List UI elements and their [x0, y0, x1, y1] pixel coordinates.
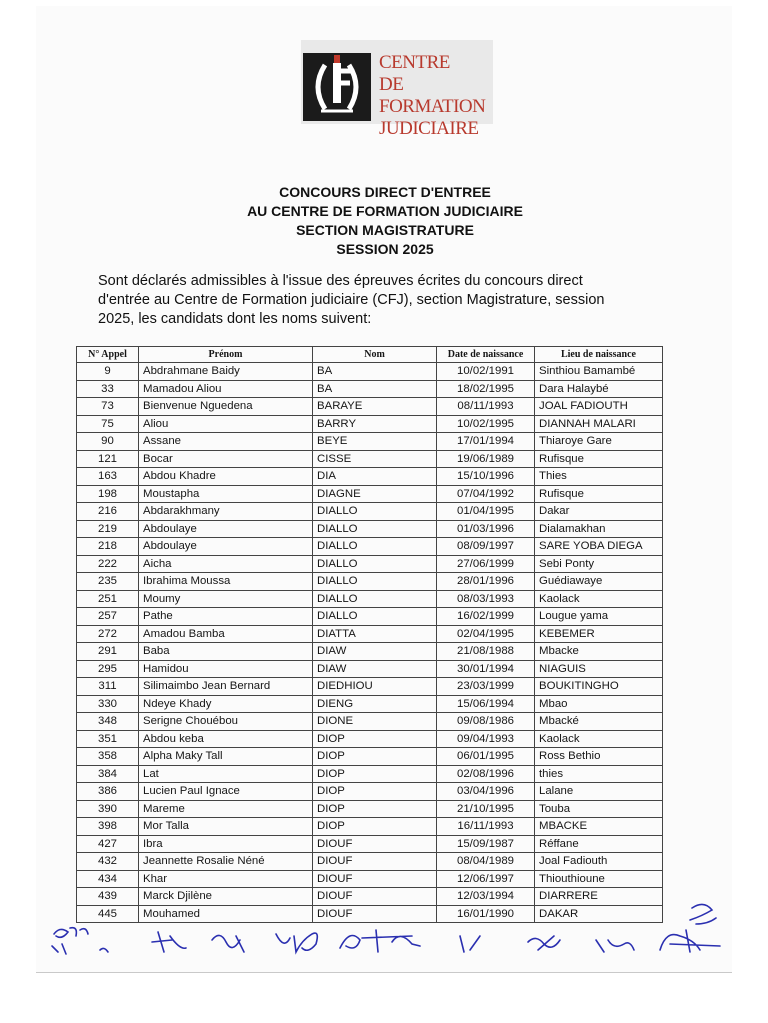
cell-prenom: Lat [139, 765, 313, 783]
cell-nom: DIALLO [313, 520, 437, 538]
cell-prenom: Bocar [139, 450, 313, 468]
logo-line-3: JUDICIAIRE [379, 118, 479, 139]
cell-lieu: Rufisque [535, 485, 663, 503]
table-row [77, 415, 663, 433]
cell-prenom: Mouhamed [139, 905, 313, 923]
cell-appel: 198 [77, 485, 139, 503]
cell-appel: 218 [77, 538, 139, 556]
cell-dob: 03/04/1996 [437, 783, 535, 801]
intro-line-1: Sont déclarés admissibles à l'issue des épreuves écrites du concours direct [98, 273, 583, 289]
cell-nom: BA [313, 380, 437, 398]
table-row [77, 713, 663, 731]
cell-nom: DIOP [313, 818, 437, 836]
cell-dob: 08/11/1993 [437, 398, 535, 416]
cell-appel: 348 [77, 713, 139, 731]
cell-lieu: DIARRERE [535, 888, 663, 906]
cell-lieu: Sinthiou Bamambé [535, 363, 663, 381]
cell-nom: BARAYE [313, 398, 437, 416]
cell-prenom: Abdrahmane Baidy [139, 363, 313, 381]
cell-dob: 16/02/1999 [437, 608, 535, 626]
table-row [77, 818, 663, 836]
cell-appel: 163 [77, 468, 139, 486]
cell-lieu: Kaolack [535, 590, 663, 608]
admissible-candidates-table [76, 346, 663, 923]
cell-prenom: Mor Talla [139, 818, 313, 836]
cell-prenom: Abdoulaye [139, 520, 313, 538]
cell-dob: 10/02/1995 [437, 415, 535, 433]
cell-prenom: Bienvenue Nguedena [139, 398, 313, 416]
table-row [77, 660, 663, 678]
cell-appel: 222 [77, 555, 139, 573]
cell-nom: DIEDHIOU [313, 678, 437, 696]
cell-lieu: NIAGUIS [535, 660, 663, 678]
cell-appel: 272 [77, 625, 139, 643]
title-line-2: AU CENTRE DE FORMATION JUDICIAIRE [247, 203, 523, 219]
cell-dob: 16/01/1990 [437, 905, 535, 923]
table-row [77, 765, 663, 783]
cell-appel: 90 [77, 433, 139, 451]
signatures-initials [40, 900, 730, 970]
cell-lieu: DAKAR [535, 905, 663, 923]
cell-dob: 02/04/1995 [437, 625, 535, 643]
table-header-row [77, 347, 663, 363]
cell-lieu: Lalane [535, 783, 663, 801]
title-line-3: SECTION MAGISTRATURE [296, 222, 474, 238]
cell-dob: 08/04/1989 [437, 853, 535, 871]
cell-dob: 28/01/1996 [437, 573, 535, 591]
cfj-logo [301, 40, 493, 139]
cell-prenom: Ndeye Khady [139, 695, 313, 713]
cell-appel: 235 [77, 573, 139, 591]
cell-dob: 09/08/1986 [437, 713, 535, 731]
table-row [77, 643, 663, 661]
cell-dob: 15/10/1996 [437, 468, 535, 486]
cell-lieu: Kaolack [535, 730, 663, 748]
cell-lieu: Thies [535, 468, 663, 486]
cell-appel: 311 [77, 678, 139, 696]
cell-prenom: Alpha Maky Tall [139, 748, 313, 766]
header-lieu: Lieu de naissance [535, 347, 663, 363]
cell-nom: DIOUF [313, 835, 437, 853]
intro-line-3: 2025, les candidats dont les noms suivent: [98, 311, 372, 327]
cell-appel: 434 [77, 870, 139, 888]
table-row [77, 870, 663, 888]
cell-prenom: Abdoulaye [139, 538, 313, 556]
cell-appel: 9 [77, 363, 139, 381]
cell-dob: 12/06/1997 [437, 870, 535, 888]
cell-nom: DIENG [313, 695, 437, 713]
cell-appel: 251 [77, 590, 139, 608]
cell-lieu: Touba [535, 800, 663, 818]
cell-lieu: Mbacké [535, 713, 663, 731]
cell-lieu: DIANNAH MALARI [535, 415, 663, 433]
table-row [77, 433, 663, 451]
cell-appel: 427 [77, 835, 139, 853]
cell-nom: DIAGNE [313, 485, 437, 503]
cell-nom: DIOUF [313, 905, 437, 923]
cell-nom: CISSE [313, 450, 437, 468]
cell-appel: 330 [77, 695, 139, 713]
cell-prenom: Marck Djilène [139, 888, 313, 906]
cell-nom: DIATTA [313, 625, 437, 643]
cell-lieu: Dialamakhan [535, 520, 663, 538]
cell-appel: 351 [77, 730, 139, 748]
logo-line-2: DE FORMATION [379, 74, 486, 117]
cell-prenom: Pathe [139, 608, 313, 626]
cell-prenom: Serigne Chouébou [139, 713, 313, 731]
cell-lieu: Thiouthioune [535, 870, 663, 888]
cell-dob: 01/04/1995 [437, 503, 535, 521]
cell-lieu: Sebi Ponty [535, 555, 663, 573]
table-row [77, 485, 663, 503]
cell-lieu: Ross Bethio [535, 748, 663, 766]
cell-lieu: SARE YOBA DIEGA [535, 538, 663, 556]
cell-lieu: Rufisque [535, 450, 663, 468]
table-row [77, 695, 663, 713]
header-dob: Date de naissance [437, 347, 535, 363]
cell-dob: 08/09/1997 [437, 538, 535, 556]
logo-line-1: CENTRE [379, 52, 450, 73]
cell-prenom: Lucien Paul Ignace [139, 783, 313, 801]
cell-prenom: Silimaimbo Jean Bernard [139, 678, 313, 696]
cell-appel: 33 [77, 380, 139, 398]
cell-prenom: Moustapha [139, 485, 313, 503]
intro-paragraph [98, 272, 658, 329]
intro-line-2: d'entrée au Centre de Formation judiciaire (CFJ), section Magistrature, session [98, 292, 605, 308]
table-row [77, 520, 663, 538]
cell-dob: 06/01/1995 [437, 748, 535, 766]
cell-nom: DIOP [313, 765, 437, 783]
cell-dob: 15/09/1987 [437, 835, 535, 853]
cell-nom: DIOP [313, 748, 437, 766]
cell-nom: DIOP [313, 783, 437, 801]
cell-nom: DIA [313, 468, 437, 486]
cell-appel: 219 [77, 520, 139, 538]
cell-lieu: Lougue yama [535, 608, 663, 626]
cell-prenom: Assane [139, 433, 313, 451]
cell-appel: 295 [77, 660, 139, 678]
header-nom: Nom [313, 347, 437, 363]
cell-appel: 384 [77, 765, 139, 783]
cell-appel: 121 [77, 450, 139, 468]
cell-dob: 19/06/1989 [437, 450, 535, 468]
cell-prenom: Abdarakhmany [139, 503, 313, 521]
cell-lieu: Dakar [535, 503, 663, 521]
cell-prenom: Abdou keba [139, 730, 313, 748]
cell-lieu: Guédiawaye [535, 573, 663, 591]
cell-nom: BEYE [313, 433, 437, 451]
cell-dob: 10/02/1991 [437, 363, 535, 381]
cell-dob: 18/02/1995 [437, 380, 535, 398]
cell-dob: 02/08/1996 [437, 765, 535, 783]
cell-appel: 291 [77, 643, 139, 661]
table-row [77, 573, 663, 591]
table-row [77, 363, 663, 381]
cell-dob: 23/03/1999 [437, 678, 535, 696]
cell-appel: 445 [77, 905, 139, 923]
table-row [77, 730, 663, 748]
cell-nom: DIAW [313, 660, 437, 678]
cell-appel: 432 [77, 853, 139, 871]
cell-appel: 75 [77, 415, 139, 433]
cell-nom: DIOUF [313, 853, 437, 871]
cell-appel: 386 [77, 783, 139, 801]
table-row [77, 555, 663, 573]
cell-appel: 390 [77, 800, 139, 818]
cell-nom: DIONE [313, 713, 437, 731]
table-row [77, 538, 663, 556]
cell-lieu: thies [535, 765, 663, 783]
title-line-4: SESSION 2025 [336, 241, 434, 257]
table-row [77, 625, 663, 643]
cell-prenom: Hamidou [139, 660, 313, 678]
table-row [77, 800, 663, 818]
cell-lieu: BOUKITINGHO [535, 678, 663, 696]
cell-appel: 358 [77, 748, 139, 766]
cell-prenom: Ibrahima Moussa [139, 573, 313, 591]
cell-nom: DIALLO [313, 555, 437, 573]
cell-lieu: JOAL FADIOUTH [535, 398, 663, 416]
cell-dob: 27/06/1999 [437, 555, 535, 573]
cell-nom: DIALLO [313, 503, 437, 521]
cell-appel: 257 [77, 608, 139, 626]
cell-appel: 398 [77, 818, 139, 836]
cell-prenom: Amadou Bamba [139, 625, 313, 643]
cell-nom: DIOP [313, 800, 437, 818]
cell-lieu: Mbao [535, 695, 663, 713]
cell-appel: 73 [77, 398, 139, 416]
cell-lieu: MBACKE [535, 818, 663, 836]
table-row [77, 380, 663, 398]
cell-nom: BA [313, 363, 437, 381]
cell-prenom: Mareme [139, 800, 313, 818]
table-row [77, 468, 663, 486]
cell-dob: 08/03/1993 [437, 590, 535, 608]
cell-nom: DIAW [313, 643, 437, 661]
table-row [77, 853, 663, 871]
cfj-emblem-icon [303, 53, 371, 121]
cell-dob: 21/08/1988 [437, 643, 535, 661]
cell-lieu: Dara Halaybé [535, 380, 663, 398]
cell-prenom: Moumy [139, 590, 313, 608]
cell-lieu: KEBEMER [535, 625, 663, 643]
table-row [77, 503, 663, 521]
cell-nom: DIALLO [313, 538, 437, 556]
cell-dob: 09/04/1993 [437, 730, 535, 748]
cell-dob: 15/06/1994 [437, 695, 535, 713]
cell-lieu: Joal Fadiouth [535, 853, 663, 871]
cfj-logo-text [379, 52, 493, 140]
cell-dob: 17/01/1994 [437, 433, 535, 451]
cell-appel: 439 [77, 888, 139, 906]
cell-nom: DIALLO [313, 608, 437, 626]
table-row [77, 783, 663, 801]
cell-lieu: Réffane [535, 835, 663, 853]
table-row [77, 678, 663, 696]
cell-prenom: Jeannette Rosalie Néné [139, 853, 313, 871]
cell-prenom: Ibra [139, 835, 313, 853]
cell-nom: DIOP [313, 730, 437, 748]
cell-prenom: Aliou [139, 415, 313, 433]
cell-nom: DIALLO [313, 573, 437, 591]
table-row [77, 608, 663, 626]
cell-prenom: Khar [139, 870, 313, 888]
cell-dob: 07/04/1992 [437, 485, 535, 503]
cell-prenom: Baba [139, 643, 313, 661]
cell-dob: 21/10/1995 [437, 800, 535, 818]
cell-nom: DIOUF [313, 888, 437, 906]
cell-prenom: Mamadou Aliou [139, 380, 313, 398]
table-row [77, 398, 663, 416]
cell-nom: DIOUF [313, 870, 437, 888]
title-line-1: CONCOURS DIRECT D'ENTREE [279, 184, 491, 200]
table-row [77, 835, 663, 853]
cell-appel: 216 [77, 503, 139, 521]
header-appel: N° Appel [77, 347, 139, 363]
cell-lieu: Thiaroye Gare [535, 433, 663, 451]
cell-prenom: Aicha [139, 555, 313, 573]
table-row [77, 450, 663, 468]
cell-dob: 12/03/1994 [437, 888, 535, 906]
table-row [77, 748, 663, 766]
header-prenom: Prénom [139, 347, 313, 363]
cell-nom: BARRY [313, 415, 437, 433]
table-row [77, 590, 663, 608]
cell-dob: 30/01/1994 [437, 660, 535, 678]
cell-dob: 16/11/1993 [437, 818, 535, 836]
cell-lieu: Mbacke [535, 643, 663, 661]
cell-dob: 01/03/1996 [437, 520, 535, 538]
cell-prenom: Abdou Khadre [139, 468, 313, 486]
cell-nom: DIALLO [313, 590, 437, 608]
